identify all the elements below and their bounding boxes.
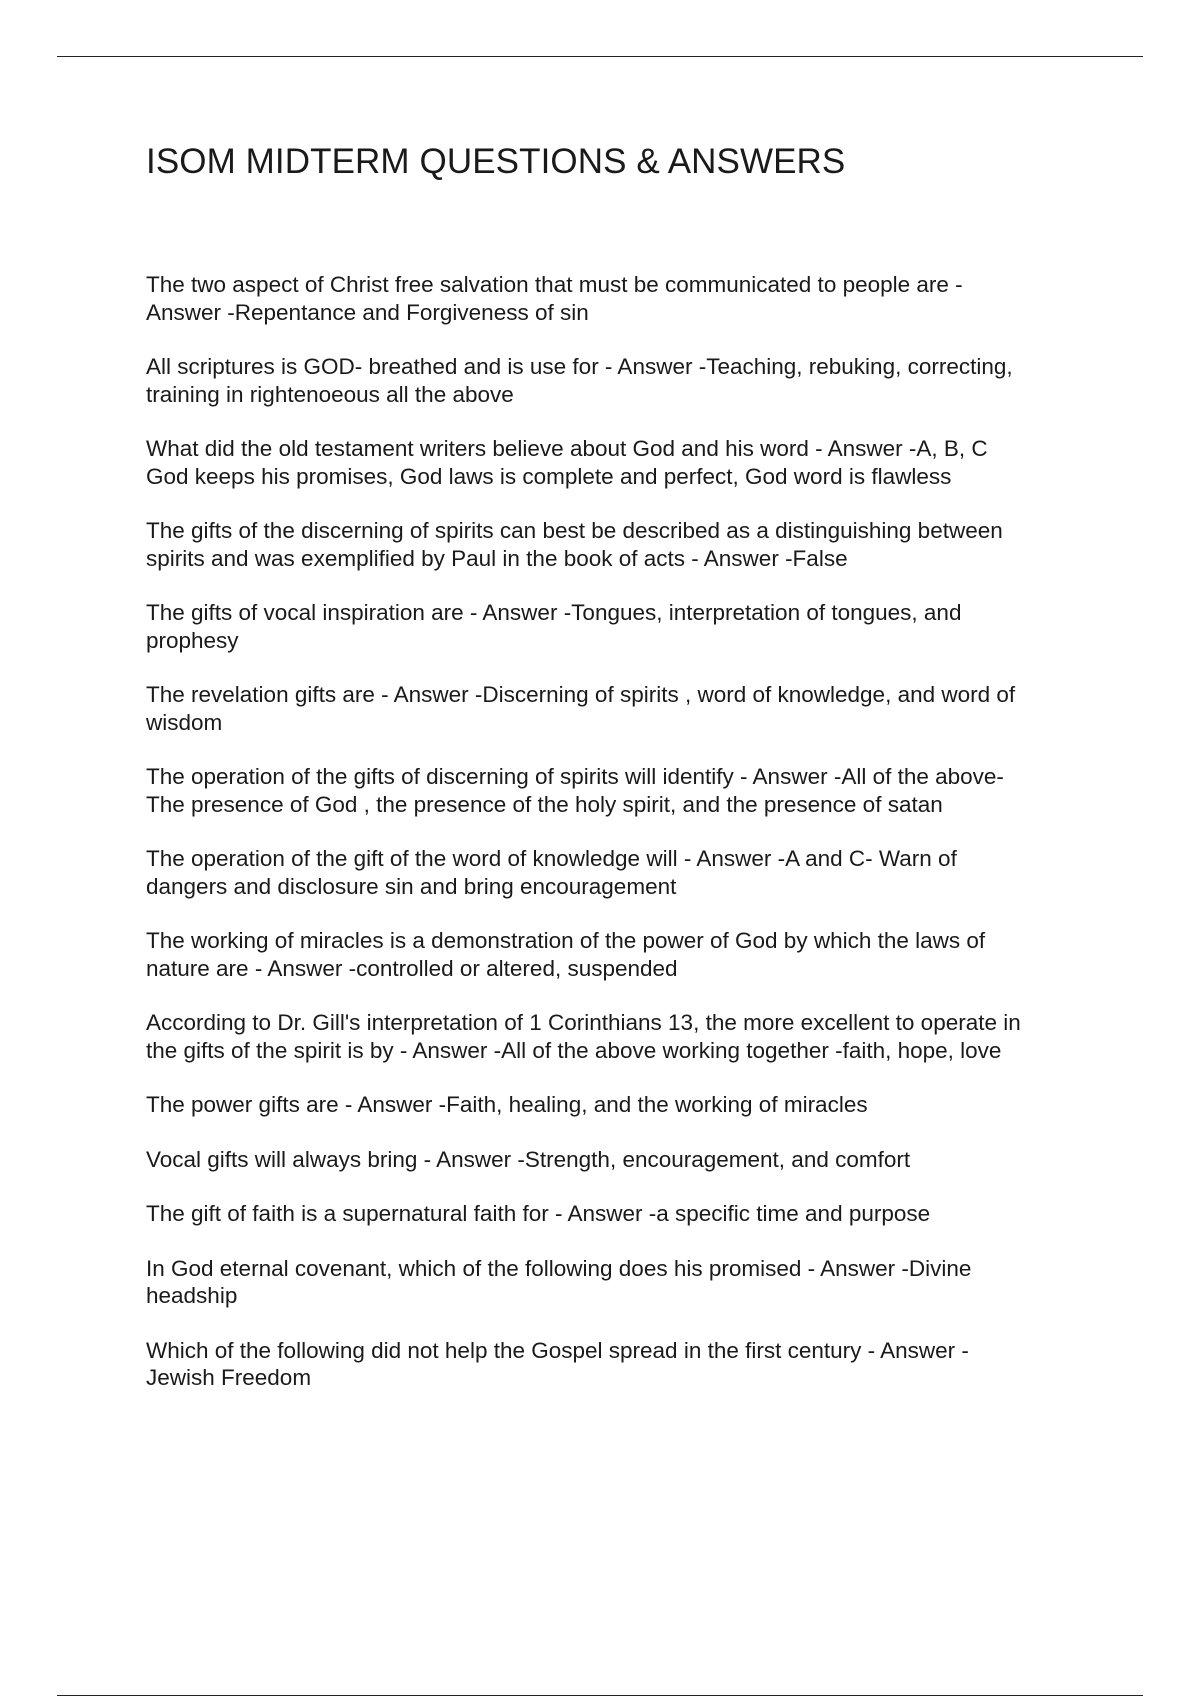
qa-line: wisdom xyxy=(146,709,223,735)
bottom-divider xyxy=(57,1695,1143,1696)
qa-item xyxy=(146,1091,1096,1119)
qa-item xyxy=(146,1255,1096,1310)
qa-item xyxy=(146,599,1096,654)
qa-line: spirits and was exemplified by Paul in the book of acts - Answer -False xyxy=(146,545,848,571)
qa-item xyxy=(146,845,1096,900)
qa-line: The working of miracles is a demonstration of the power of God by which the laws of xyxy=(146,928,986,953)
qa-item xyxy=(146,1146,1096,1174)
qa-line: the gifts of the spirit is by - Answer -All of the above working together -faith, hope, love xyxy=(146,1037,1002,1063)
qa-line: Which of the following did not help the Gospel spread in the first century - Answer - xyxy=(146,1337,969,1363)
qa-line: prophesy xyxy=(146,627,239,653)
qa-line: The gift of faith is a supernatural faith for - Answer -a specific time and purpose xyxy=(146,1201,931,1226)
qa-line: Vocal gifts will always bring - Answer -Strength, encouragement, and comfort xyxy=(146,1146,911,1172)
qa-item xyxy=(146,271,1096,326)
qa-line: The revelation gifts are - Answer -Discerning of spirits , word of knowledge, and word of xyxy=(146,682,1016,707)
qa-item xyxy=(146,353,1096,408)
qa-line: dangers and disclosure sin and bring encouragement xyxy=(146,873,677,899)
qa-line: The presence of God , the presence of the holy spirit, and the presence of satan xyxy=(146,791,943,817)
qa-line: nature are - Answer -controlled or altered, suspended xyxy=(146,955,678,981)
qa-item xyxy=(146,435,1096,490)
top-divider xyxy=(57,56,1143,57)
qa-line: In God eternal covenant, which of the following does his promised - Answer -Divine xyxy=(146,1255,972,1281)
qa-line: God keeps his promises, God laws is complete and perfect, God word is flawless xyxy=(146,463,952,489)
qa-line: According to Dr. Gill's interpretation of 1 Corinthians 13, the more excellent to operate in xyxy=(146,1010,1021,1035)
qa-line: What did the old testament writers believe about God and his word - Answer -A, B, C xyxy=(146,436,988,461)
qa-item xyxy=(146,763,1096,818)
qa-line: The operation of the gift of the word of knowledge will - Answer -A and C- Warn of xyxy=(146,846,957,871)
qa-line: The gifts of the discerning of spirits can best be described as a distinguishing between xyxy=(146,518,1003,543)
qa-item xyxy=(146,1337,1096,1392)
qa-line: All scriptures is GOD- breathed and is use for - Answer -Teaching, rebuking, correcting, xyxy=(146,354,1013,379)
qa-item xyxy=(146,927,1096,982)
document-title: ISOM MIDTERM QUESTIONS & ANSWERS xyxy=(146,142,846,181)
qa-line: The power gifts are - Answer -Faith, healing, and the working of miracles xyxy=(146,1092,868,1117)
qa-line: The two aspect of Christ free salvation that must be communicated to people are - xyxy=(146,272,963,297)
qa-line: The operation of the gifts of discerning of spirits will identify - Answer -All of the above- xyxy=(146,764,1004,789)
qa-line: headship xyxy=(146,1283,238,1308)
qa-list xyxy=(146,271,1096,1419)
qa-line: training in rightenoeous all the above xyxy=(146,381,514,407)
qa-line: The gifts of vocal inspiration are - Answer -Tongues, interpretation of tongues, and xyxy=(146,600,962,625)
qa-line: Jewish Freedom xyxy=(146,1365,312,1390)
qa-item xyxy=(146,681,1096,736)
qa-line: Answer -Repentance and Forgiveness of sin xyxy=(146,299,589,325)
qa-item xyxy=(146,1009,1096,1064)
qa-item xyxy=(146,1200,1096,1228)
qa-item xyxy=(146,517,1096,572)
